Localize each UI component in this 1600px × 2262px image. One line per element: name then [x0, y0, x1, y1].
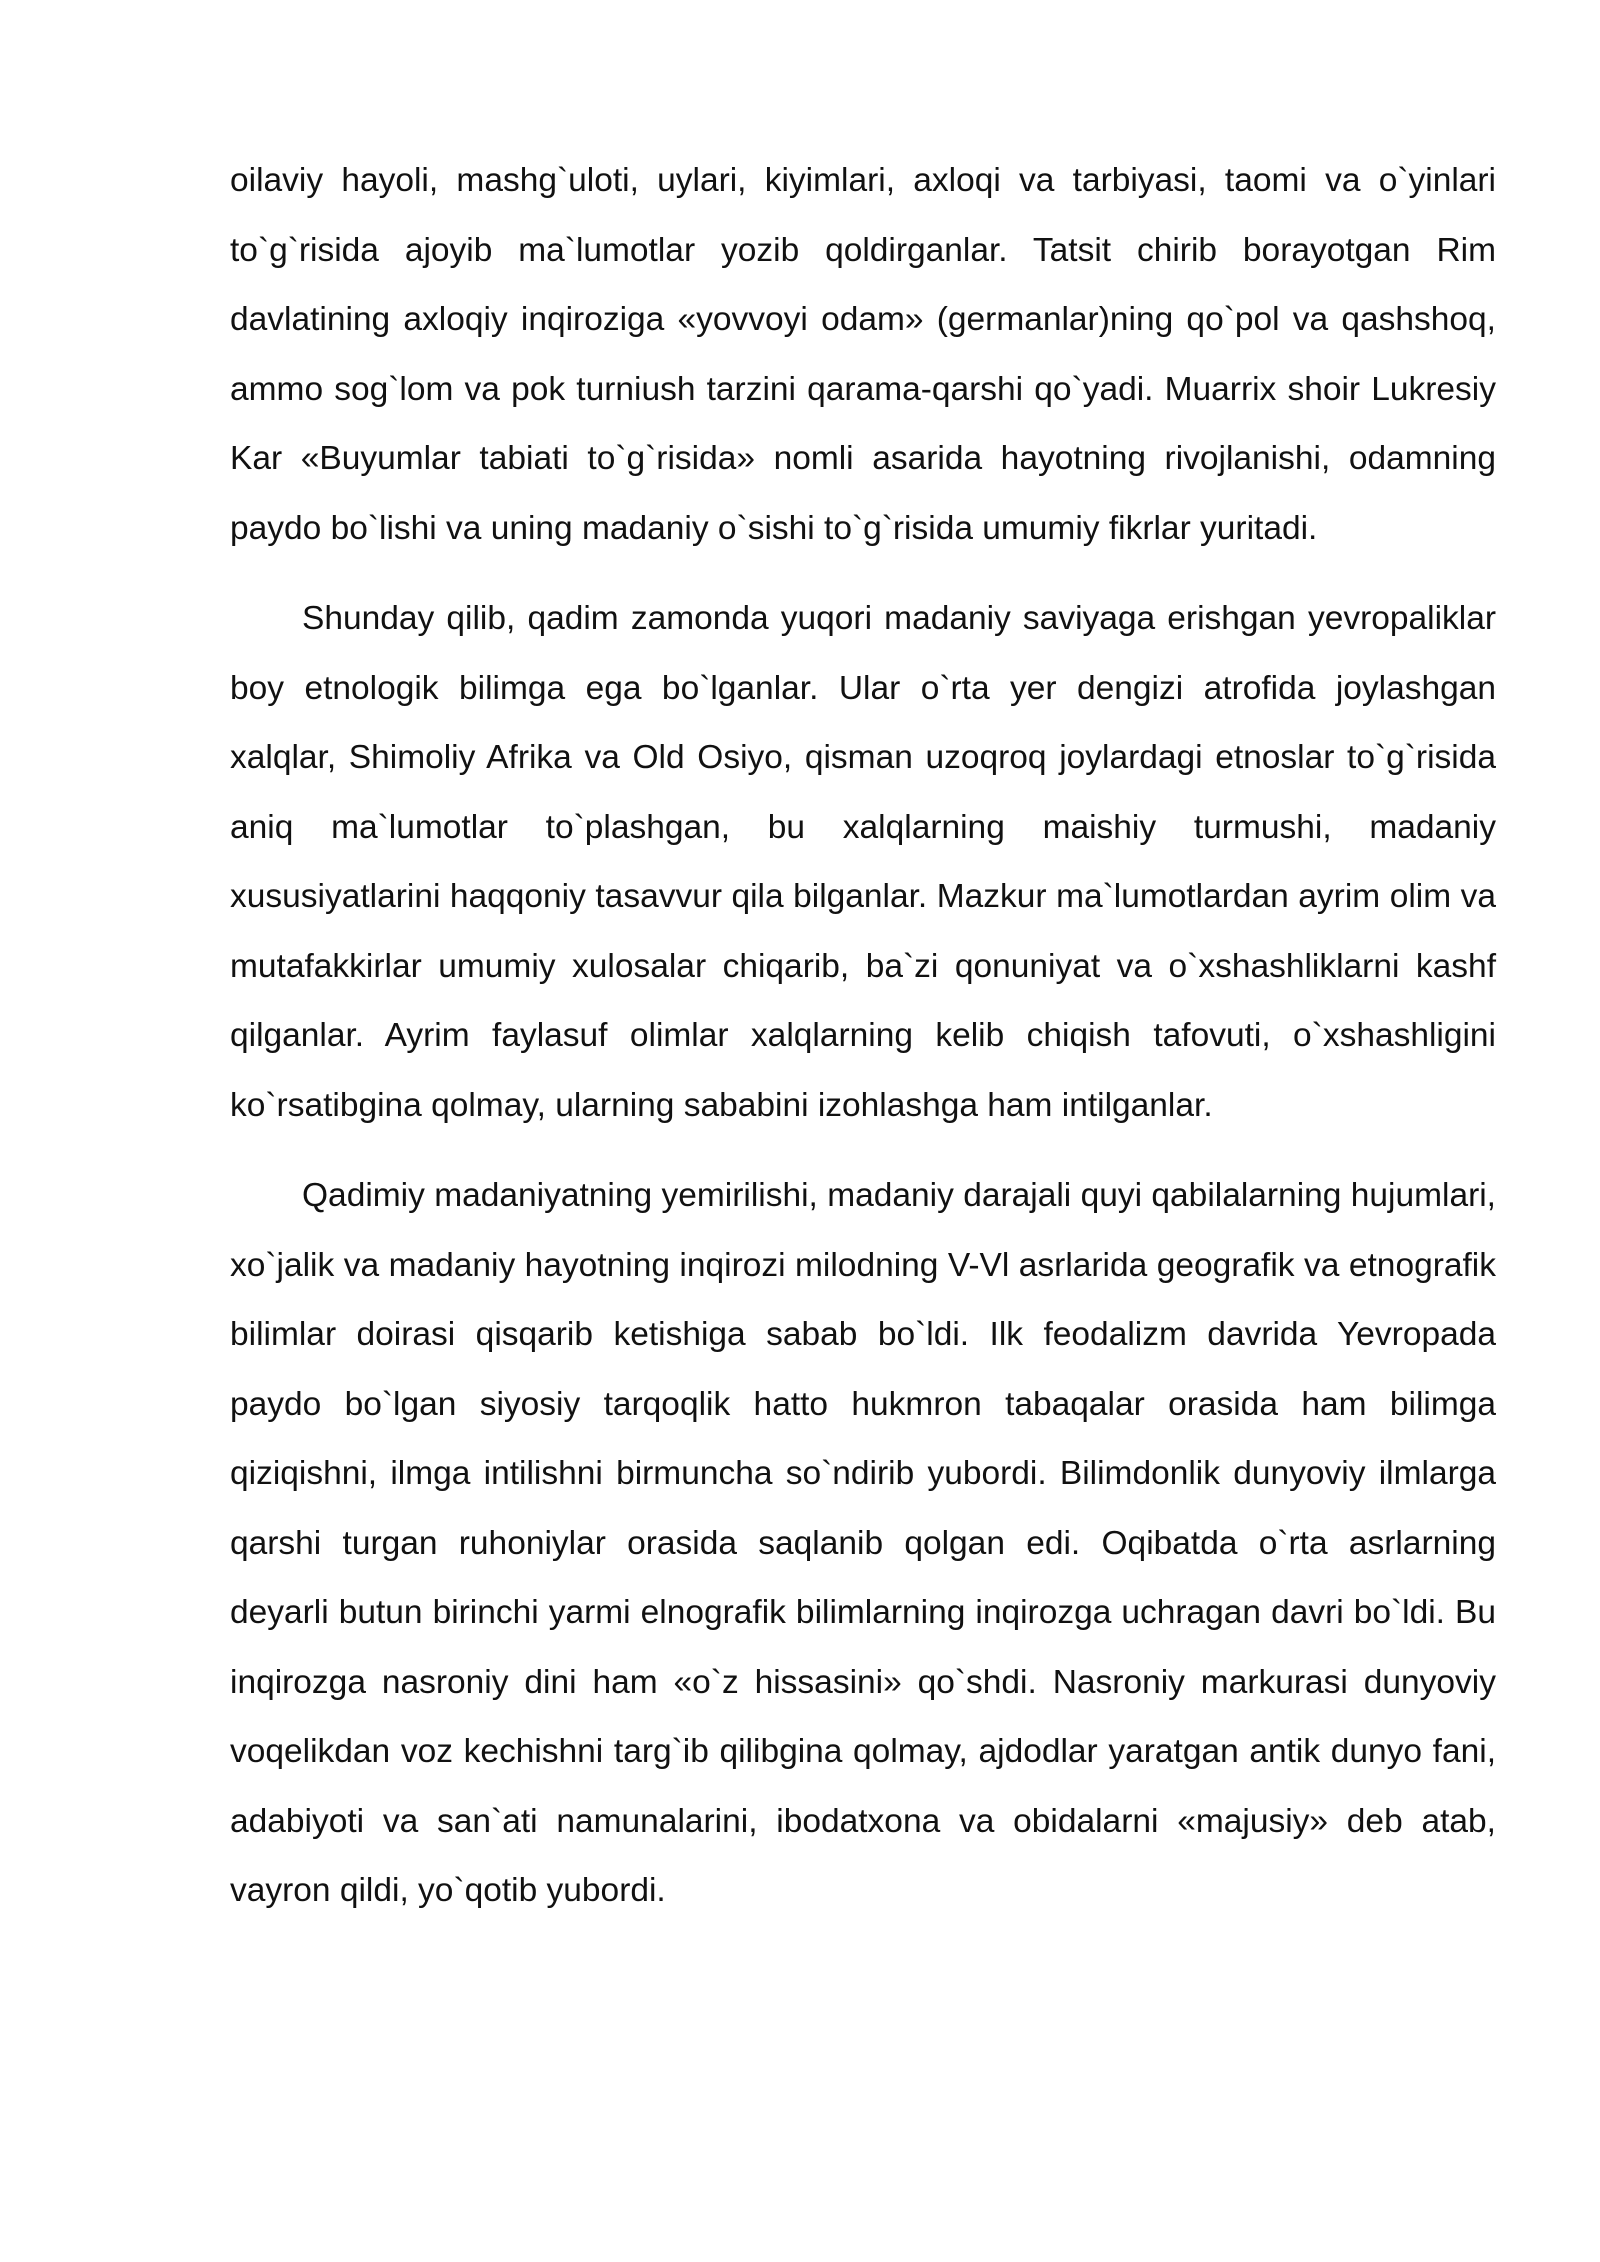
- paragraph-1: oilaviy hayoli, mashg`uloti, uylari, kiyimlari, axloqi va tarbiyasi, taomi va o`yinlari to`g`risida ajoyib ma`lumotlar yozib qoldirganlar. Tatsit chirib borayotgan Rim davlatining axloqiy inqiroziga «yovvoyi odam» (germanlar)ning qo`pol va qashshoq, ammo sog`lom va pok turniush tarzini qarama-qarshi qo`yadi. Muarrix shoir Lukresiy Kar «Buyumlar tabiati to`g`risida» nomli asarida hayotning rivojlanishi, odamning paydo bo`lishi va uning madaniy o`sishi to`g`risida umumiy fikrlar yuritadi.: [230, 162, 1496, 547]
- paragraph-3: Qadimiy madaniyatning yemirilishi, madaniy darajali quyi qabilalarning hujumlari, xo`jalik va madaniy hayotning inqirozi milodning V-Vl asrlarida geografik va etnografik bilimlar doirasi qisqarib ketishiga sabab bo`ldi. Ilk feodalizm davrida Yevropada paydo bo`lgan siyosiy tarqoqlik hatto hukmron tabaqalar orasida ham bilimga qiziqishni, ilmga intilishni birmuncha so`ndirib yubordi. Bilimdonlik dunyoviy ilmlarga qarshi turgan ruhoniylar orasida saqlanib qolgan edi. Oqibatda o`rta asrlarning deyarli butun birinchi yarmi elnografik bilimlarning inqirozga uchragan davri bo`ldi. Bu inqirozga nasroniy dini ham «o`z hissasini» qo`shdi. Nasroniy markurasi dunyoviy voqelikdan voz kechishni targ`ib qilibgina qolmay, ajdodlar yaratgan antik dunyo fani, adabiyoti va san`ati namunalarini, ibodatxona va obidalarni «majusiy» deb atab, vayron qildi, yo`qotib yubordi.: [230, 1177, 1496, 1909]
- document-body: [230, 146, 1496, 1926]
- paragraph-2: Shunday qilib, qadim zamonda yuqori madaniy saviyaga erishgan yevropaliklar boy etnologik bilimga ega bo`lganlar. Ular o`rta yer dengizi atrofida joylashgan xalqlar, Shimoliy Afrika va Old Osiyo, qisman uzoqroq joylardagi etnoslar to`g`risida aniq ma`lumotlar to`plashgan, bu xalqlarning maishiy turmushi, madaniy xususiyatlarini haqqoniy tasavvur qila bilganlar. Mazkur ma`lumotlardan ayrim olim va mutafakkirlar umumiy xulosalar chiqarib, ba`zi qonuniyat va o`xshashliklarni kashf qilganlar. Ayrim faylasuf olimlar xalqlarning kelib chiqish tafovuti, o`xshashligini ko`rsatibgina qolmay, ularning sababini izohlashga ham intilganlar.: [230, 600, 1496, 1124]
